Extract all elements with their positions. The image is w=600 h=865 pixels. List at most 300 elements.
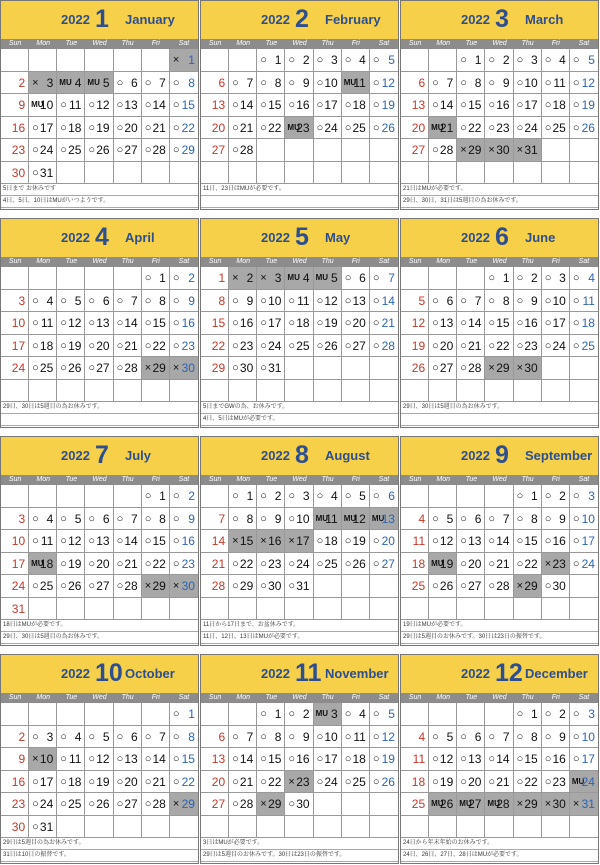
weekday-label: Mon xyxy=(36,476,51,483)
day-cell xyxy=(114,357,142,380)
weekday-header xyxy=(401,257,598,267)
day-cell xyxy=(285,816,313,839)
weekday-label: Thu xyxy=(521,476,534,483)
open-mark: ○ xyxy=(172,121,180,134)
day-number: 30 xyxy=(296,797,310,811)
day-cell xyxy=(457,703,485,726)
day-cell xyxy=(1,703,29,726)
day-cell xyxy=(370,816,398,839)
day-number: 31 xyxy=(296,579,310,593)
day-number: 2 xyxy=(559,489,566,503)
day-number: 4 xyxy=(359,53,366,67)
closed-mark: × xyxy=(172,54,180,66)
day-cell xyxy=(570,816,598,839)
day-cell xyxy=(229,726,257,749)
day-number: 9 xyxy=(531,293,538,308)
day-cell xyxy=(142,335,170,358)
day-number: 25 xyxy=(39,361,54,375)
note-line: 4日、5日、10日はMUがいつようです。 xyxy=(1,196,198,208)
day-number: 26 xyxy=(96,143,110,157)
day-cell xyxy=(401,72,429,95)
open-mark: ○ xyxy=(344,272,352,284)
weekday-label: Thu xyxy=(521,40,534,47)
day-number: 12 xyxy=(439,534,454,548)
day-cell xyxy=(314,49,342,72)
weekday-label: Tue xyxy=(65,258,78,265)
open-mark: ○ xyxy=(544,535,552,547)
day-number: 9 xyxy=(559,511,566,526)
day-cell xyxy=(142,290,170,313)
day-cell xyxy=(370,117,398,140)
day-cell xyxy=(570,703,598,726)
weekday-label: Thu xyxy=(321,40,334,47)
day-cell xyxy=(485,380,513,403)
day-cell xyxy=(485,816,513,839)
day-cell xyxy=(57,726,85,749)
day-number: 22 xyxy=(239,556,254,571)
day-cell xyxy=(285,748,313,771)
day-number: 10 xyxy=(296,511,310,526)
mu-mark: MU xyxy=(343,77,357,87)
day-number: 29 xyxy=(211,361,226,375)
day-cell xyxy=(85,598,113,621)
day-cell xyxy=(485,575,513,598)
day-cell xyxy=(401,748,429,771)
day-cell xyxy=(57,485,85,508)
open-mark: ○ xyxy=(372,490,380,502)
weekday-label: Sat xyxy=(378,258,390,265)
weekday-label: Sun xyxy=(208,258,222,265)
day-number: 30 xyxy=(181,579,195,593)
day-cell xyxy=(514,553,542,576)
open-mark: ○ xyxy=(572,730,580,743)
weekday-label: Tue xyxy=(65,40,78,47)
day-number: 28 xyxy=(439,143,454,157)
day-cell xyxy=(257,357,285,380)
day-cell xyxy=(342,703,370,726)
open-mark: ○ xyxy=(172,557,180,570)
month-panel-5 xyxy=(200,218,399,428)
day-number: 28 xyxy=(124,579,138,593)
open-mark: ○ xyxy=(460,339,467,352)
day-number: 2 xyxy=(188,489,195,503)
weekday-label: Wed xyxy=(292,258,307,265)
day-cell xyxy=(1,72,29,95)
day-cell xyxy=(201,267,229,290)
day-cell xyxy=(142,816,170,839)
day-cell xyxy=(1,771,29,794)
open-mark: ○ xyxy=(116,753,124,765)
day-cell xyxy=(142,162,170,185)
day-cell xyxy=(201,598,229,621)
day-number: 14 xyxy=(211,534,226,548)
day-number: 5 xyxy=(446,729,454,744)
day-number: 27 xyxy=(211,797,226,811)
day-cell xyxy=(229,335,257,358)
day-cell xyxy=(170,703,198,726)
open-mark: ○ xyxy=(288,99,296,111)
day-cell xyxy=(570,726,598,749)
day-number: 31 xyxy=(11,601,26,616)
weekday-label: Tue xyxy=(265,258,278,265)
day-cell xyxy=(142,771,170,794)
weekday-label: Wed xyxy=(492,258,507,265)
day-number: 9 xyxy=(188,511,195,526)
day-number: 8 xyxy=(159,293,166,308)
day-cell xyxy=(457,72,485,95)
day-number: 27 xyxy=(468,579,482,593)
day-cell xyxy=(201,703,229,726)
day-cell xyxy=(114,748,142,771)
closed-mark: × xyxy=(516,580,523,592)
day-number: 4 xyxy=(74,729,82,744)
mu-mark: MU xyxy=(287,122,300,132)
day-cell xyxy=(85,485,113,508)
day-number: 27 xyxy=(381,556,395,571)
open-mark: ○ xyxy=(516,294,524,307)
day-cell xyxy=(29,816,57,839)
weekday-label: Sat xyxy=(578,40,590,47)
day-cell xyxy=(485,357,513,380)
day-number: 31 xyxy=(524,143,538,157)
day-number: 28 xyxy=(152,143,166,157)
note-line xyxy=(1,414,198,426)
day-cell xyxy=(285,771,313,794)
day-number: 11 xyxy=(68,752,82,766)
day-number: 6 xyxy=(131,729,138,744)
open-mark: ○ xyxy=(316,535,324,547)
day-number: 29 xyxy=(524,797,538,811)
open-mark: ○ xyxy=(488,294,496,307)
day-number: 30 xyxy=(552,797,566,811)
day-number: 24 xyxy=(324,774,338,789)
open-mark: ○ xyxy=(60,339,67,352)
day-cell xyxy=(570,771,598,794)
day-cell xyxy=(342,312,370,335)
day-cell xyxy=(257,290,285,313)
day-number: 10 xyxy=(11,534,26,548)
day-number: 10 xyxy=(552,293,566,308)
day-cell xyxy=(229,575,257,598)
day-cell xyxy=(170,726,198,749)
day-cell xyxy=(229,49,257,72)
open-mark: ○ xyxy=(288,798,296,810)
day-cell xyxy=(514,508,542,531)
day-number: 1 xyxy=(159,271,166,285)
open-mark: ○ xyxy=(572,339,580,352)
day-cell xyxy=(257,335,285,358)
weekday-label: Thu xyxy=(321,694,334,701)
month-header xyxy=(1,437,198,475)
open-mark: ○ xyxy=(232,730,239,743)
day-cell xyxy=(29,117,57,140)
day-cell xyxy=(429,793,457,816)
day-number: 4 xyxy=(418,511,426,526)
open-mark: ○ xyxy=(344,99,352,111)
day-number: 30 xyxy=(524,361,538,375)
day-number: 28 xyxy=(496,797,510,811)
day-number: 26 xyxy=(411,361,426,375)
closed-mark: × xyxy=(172,362,180,374)
day-number: 22 xyxy=(524,774,538,789)
day-cell xyxy=(485,94,513,117)
open-mark: ○ xyxy=(260,512,267,525)
open-mark: ○ xyxy=(260,317,267,329)
day-cell xyxy=(201,530,229,553)
day-number: 13 xyxy=(124,752,138,766)
day-number: 29 xyxy=(152,361,166,375)
day-cell xyxy=(170,530,198,553)
open-mark: ○ xyxy=(316,339,324,352)
open-mark: ○ xyxy=(572,121,580,134)
day-number: 4 xyxy=(559,53,566,67)
open-mark: ○ xyxy=(316,54,324,66)
day-cell xyxy=(201,771,229,794)
open-mark: ○ xyxy=(88,144,96,156)
weekday-header xyxy=(201,475,398,485)
month-number: 8 xyxy=(295,441,309,469)
open-mark: ○ xyxy=(372,121,380,134)
day-cell xyxy=(257,598,285,621)
day-number: 29 xyxy=(181,143,195,157)
day-number: 3 xyxy=(18,511,26,526)
day-number: 6 xyxy=(418,75,426,90)
year-label: 2022 xyxy=(61,448,90,463)
weekday-label: Mon xyxy=(236,258,251,265)
day-cell xyxy=(342,598,370,621)
month-panel-11 xyxy=(200,654,399,864)
mu-mark: MU xyxy=(315,709,329,718)
day-cell xyxy=(142,312,170,335)
day-number: 24 xyxy=(11,361,26,375)
closed-mark: × xyxy=(460,144,467,156)
day-cell xyxy=(142,380,170,403)
day-cell xyxy=(170,575,198,598)
note-line xyxy=(201,196,398,208)
day-cell xyxy=(285,312,313,335)
day-cell xyxy=(429,94,457,117)
day-number: 19 xyxy=(439,774,454,789)
day-cell xyxy=(314,94,342,117)
month-notes xyxy=(1,620,198,644)
day-number: 9 xyxy=(274,511,282,526)
month-name: March xyxy=(525,12,564,27)
day-cell xyxy=(114,267,142,290)
day-number: 14 xyxy=(239,752,254,766)
day-cell xyxy=(370,575,398,598)
day-cell xyxy=(370,553,398,576)
weekday-header xyxy=(1,475,198,485)
day-cell xyxy=(370,508,398,531)
open-mark: ○ xyxy=(488,753,496,765)
day-cell xyxy=(514,290,542,313)
open-mark: ○ xyxy=(232,144,239,156)
day-number: 23 xyxy=(552,774,566,789)
month-header xyxy=(201,1,398,39)
month-number: 10 xyxy=(95,659,123,687)
open-mark: ○ xyxy=(316,557,324,570)
day-number: 18 xyxy=(296,316,310,330)
day-number: 8 xyxy=(474,75,482,90)
day-number: 17 xyxy=(296,534,310,548)
day-cell xyxy=(29,312,57,335)
day-cell xyxy=(570,162,598,185)
day-number: 24 xyxy=(11,579,26,593)
day-cell xyxy=(342,49,370,72)
day-number: 21 xyxy=(124,338,138,353)
day-cell xyxy=(401,380,429,403)
open-mark: ○ xyxy=(144,317,152,329)
day-cell xyxy=(142,508,170,531)
day-cell xyxy=(85,335,113,358)
day-number: 1 xyxy=(274,53,282,67)
day-number: 19 xyxy=(68,338,82,353)
month-number: 2 xyxy=(295,5,309,33)
day-number: 14 xyxy=(496,534,510,548)
weekday-label: Fri xyxy=(551,694,560,701)
day-number: 22 xyxy=(496,338,510,353)
day-cell xyxy=(542,726,570,749)
day-number: 27 xyxy=(411,143,426,157)
day-cell xyxy=(485,726,513,749)
day-cell xyxy=(342,380,370,403)
open-mark: ○ xyxy=(344,121,352,134)
day-number: 21 xyxy=(239,120,254,135)
day-cell xyxy=(570,49,598,72)
day-cell xyxy=(514,575,542,598)
open-mark: ○ xyxy=(288,753,296,765)
day-cell xyxy=(429,530,457,553)
open-mark: ○ xyxy=(260,339,267,352)
day-cell xyxy=(429,703,457,726)
day-cell xyxy=(514,771,542,794)
day-number: 20 xyxy=(96,338,110,353)
open-mark: ○ xyxy=(260,753,267,765)
day-cell xyxy=(29,267,57,290)
open-mark: ○ xyxy=(232,580,239,592)
open-mark: ○ xyxy=(144,339,152,352)
day-number: 15 xyxy=(524,534,538,548)
day-cell xyxy=(401,703,429,726)
open-mark: ○ xyxy=(316,730,324,743)
day-cell xyxy=(514,726,542,749)
day-cell xyxy=(201,335,229,358)
month-number: 9 xyxy=(495,441,509,469)
day-cell xyxy=(57,598,85,621)
month-header xyxy=(1,219,198,257)
day-cell xyxy=(142,357,170,380)
day-cell xyxy=(514,267,542,290)
day-cell xyxy=(514,49,542,72)
day-number: 23 xyxy=(11,143,26,157)
day-number: 8 xyxy=(159,511,166,526)
open-mark: ○ xyxy=(60,512,67,525)
note-line: 29日、30日は5週目の為お休みです。 xyxy=(1,632,198,644)
day-number: 11 xyxy=(553,75,566,90)
month-name: April xyxy=(125,230,155,245)
day-number: 16 xyxy=(11,774,26,789)
day-cell xyxy=(457,816,485,839)
closed-mark: × xyxy=(172,798,180,810)
open-mark: ○ xyxy=(116,121,124,134)
day-cell xyxy=(542,575,570,598)
day-cell xyxy=(370,290,398,313)
day-number: 26 xyxy=(68,579,82,593)
open-mark: ○ xyxy=(88,121,96,134)
day-cell xyxy=(370,726,398,749)
day-cell xyxy=(57,139,85,162)
month-name: June xyxy=(525,230,556,245)
weekday-label: Wed xyxy=(292,40,307,47)
day-cell xyxy=(229,816,257,839)
day-cell xyxy=(429,267,457,290)
day-cell xyxy=(570,139,598,162)
day-number: 18 xyxy=(68,774,82,789)
day-number: 10 xyxy=(524,75,538,90)
note-line: 19日はMUが必要です。 xyxy=(401,620,598,632)
day-cell xyxy=(229,793,257,816)
day-cell xyxy=(142,49,170,72)
day-cell xyxy=(29,598,57,621)
day-cell xyxy=(85,72,113,95)
open-mark: ○ xyxy=(88,775,96,788)
weekday-label: Sun xyxy=(408,258,422,265)
day-number: 28 xyxy=(496,579,510,593)
day-number: 2 xyxy=(274,489,282,503)
month-notes xyxy=(401,620,598,644)
day-number: 28 xyxy=(211,579,226,593)
weekday-label: Thu xyxy=(521,694,534,701)
day-cell xyxy=(429,726,457,749)
day-cell xyxy=(1,267,29,290)
month-header xyxy=(401,437,598,475)
open-mark: ○ xyxy=(116,339,124,352)
day-cell xyxy=(485,162,513,185)
day-number: 6 xyxy=(446,293,454,308)
day-cell xyxy=(514,485,542,508)
day-cell xyxy=(570,335,598,358)
day-number: 5 xyxy=(359,489,366,503)
day-number: 10 xyxy=(581,511,595,526)
open-mark: ○ xyxy=(460,753,467,765)
year-label: 2022 xyxy=(461,666,490,681)
day-cell xyxy=(570,312,598,335)
open-mark: ○ xyxy=(544,490,552,502)
day-number: 1 xyxy=(188,53,195,67)
day-cell xyxy=(285,726,313,749)
day-cell xyxy=(314,485,342,508)
day-number: 13 xyxy=(352,293,366,308)
day-number: 8 xyxy=(531,729,538,744)
day-number: 27 xyxy=(439,361,454,375)
mu-mark: MU xyxy=(31,100,44,109)
day-number: 14 xyxy=(124,316,138,330)
open-mark: ○ xyxy=(488,339,496,352)
day-number: 30 xyxy=(181,361,195,375)
month-notes xyxy=(1,184,198,208)
day-number: 11 xyxy=(353,729,366,744)
day-cell xyxy=(457,530,485,553)
open-mark: ○ xyxy=(460,580,467,592)
day-cell xyxy=(142,553,170,576)
day-number: 3 xyxy=(274,271,282,285)
day-cell xyxy=(485,290,513,313)
open-mark: ○ xyxy=(344,294,352,307)
day-cell xyxy=(342,267,370,290)
closed-mark: × xyxy=(488,144,495,156)
open-mark: ○ xyxy=(260,557,267,570)
open-mark: ○ xyxy=(232,362,239,374)
